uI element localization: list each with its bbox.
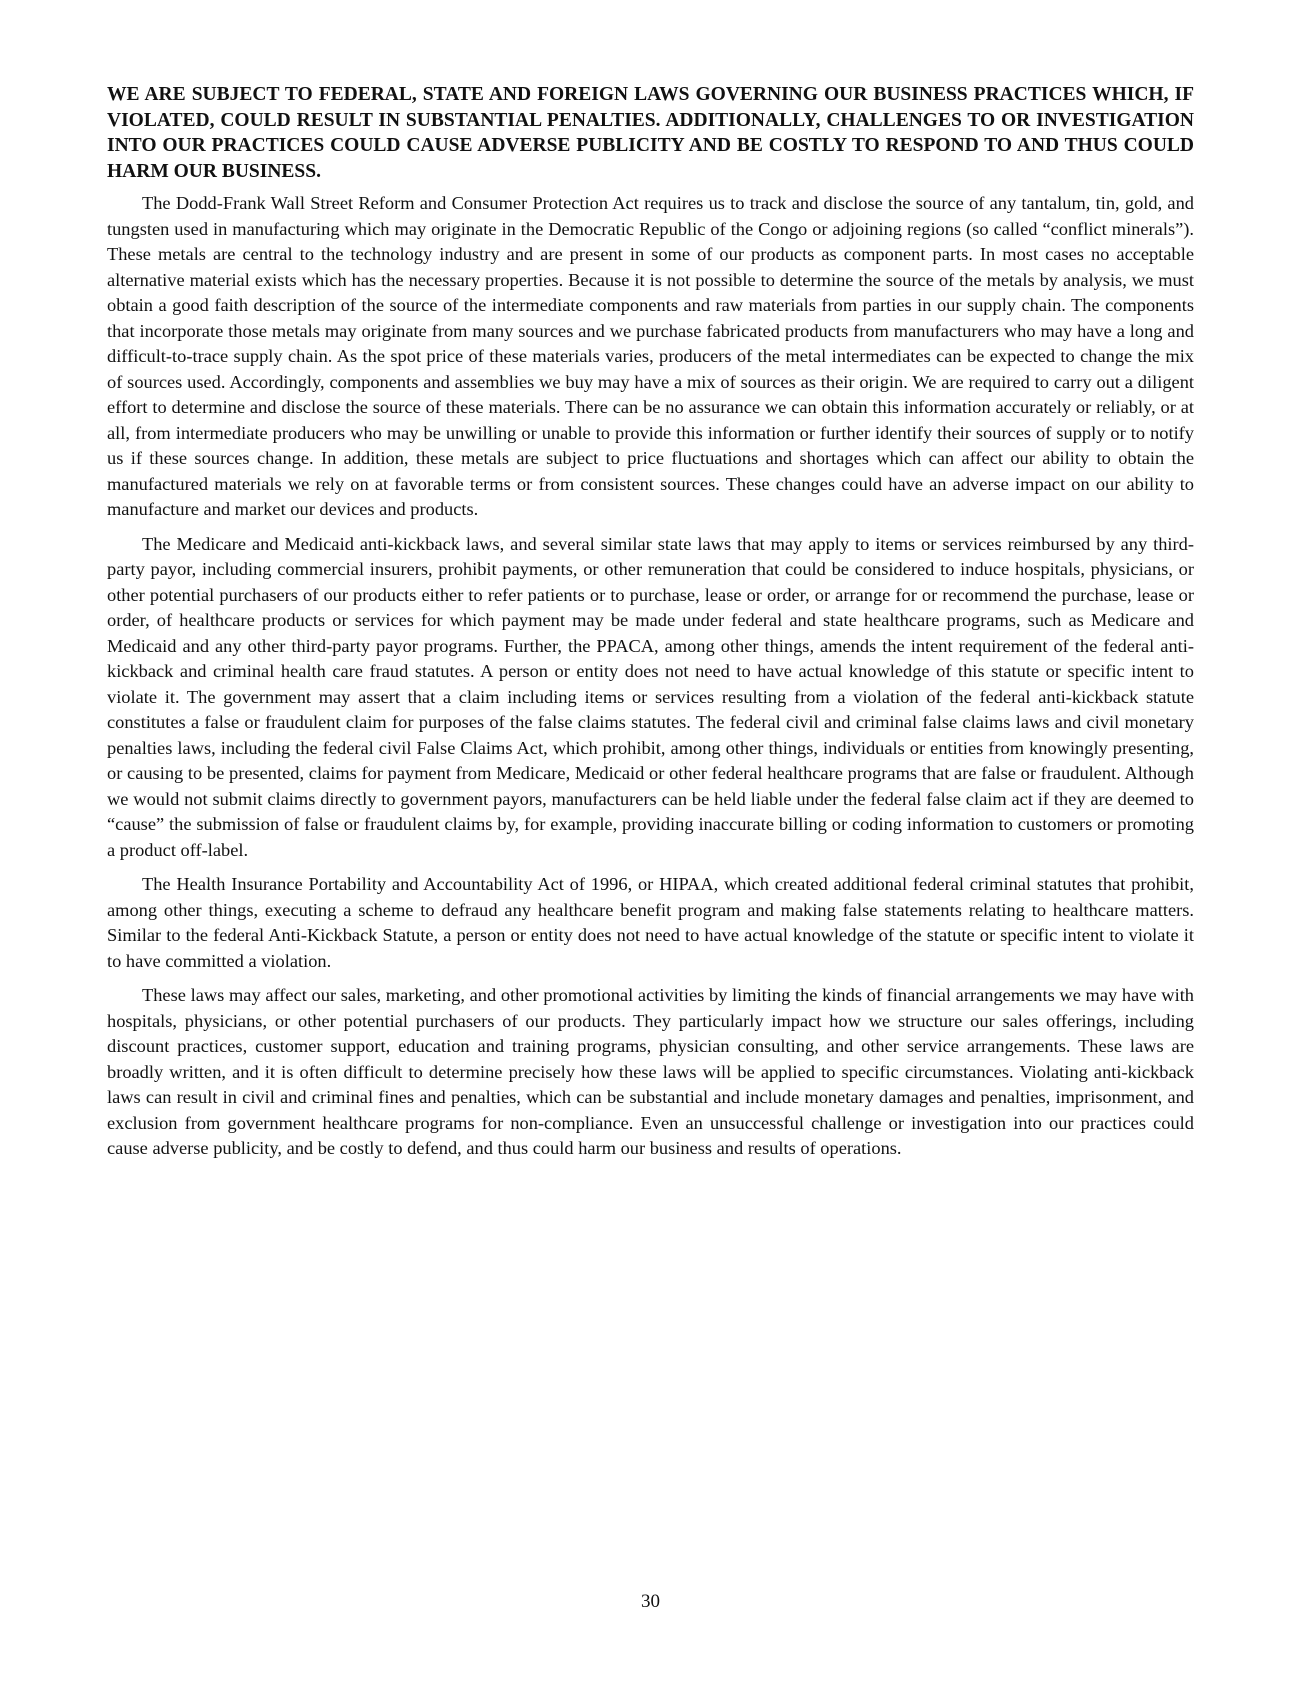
paragraph-hipaa: The Health Insurance Portability and Accountability Act of 1996, or HIPAA, which created additional federal criminal statutes that prohibit, among other things, executing a scheme to defraud any healthcare benefit program and making false statements relating to healthcare matters. Similar to the federal Anti-Kickback Statute, a person or entity does not need to have actual knowledge of the statute or specific intent to violate it to have committed a violation. [107,874,1194,971]
paragraph-sales-impact: These laws may affect our sales, marketing, and other promotional activities by limiting the kinds of financial arrangements we may have with hospitals, physicians, or other potential purchasers of our products. They particularly impact how we structure our sales offerings, including discount practices, customer support, education and training programs, physician consulting, and other service arrangements. These laws are broadly written, and it is often difficult to determine precisely how these laws will be applied to specific circumstances. Violating anti-kickback laws can result in civil and criminal fines and penalties, which can be substantial and include monetary damages and penalties, imprisonment, and exclusion from government healthcare programs for non-compliance. Even an unsuccessful challenge or investigation into our practices could cause adverse publicity, and be costly to defend, and thus could harm our business and results of operations. [107,985,1194,1158]
paragraph-conflict-minerals: The Dodd-Frank Wall Street Reform and Consumer Protection Act requires us to track and disclose the source of any tantalum, tin, gold, and tungsten used in manufacturing which may originate in the Democratic Republic of the Congo or adjoining regions (so called “conflict minerals”). These metals are central to the technology industry and are present in some of our products as component parts. In most cases no acceptable alternative material exists which has the necessary properties. Because it is not possible to determine the source of the metals by analysis, we must obtain a good faith description of the source of the intermediate components and raw materials from parties in our supply chain. The components that incorporate those metals may originate from many sources and we purchase fabricated products from manufacturers who may have a long and difficult-to-trace supply chain. As the spot price of these materials varies, producers of the metal intermediates can be expected to change the mix of sources used. Accordingly, components and assemblies we buy may have a mix of sources as their origin. We are required to carry out a diligent effort to determine and disclose the source of these materials. There can be no assurance we can obtain this information accurately or reliably, or at all, from intermediate producers who may be unwilling or unable to provide this information or further identify their sources of supply or to notify us if these sources change. In addition, these metals are subject to price fluctuations and shortages which can affect our ability to obtain the manufactured materials we rely on at favorable terms or from consistent sources. These changes could have an adverse impact on our ability to manufacture and market our devices and products. [107,193,1194,519]
section-heading: WE ARE SUBJECT TO FEDERAL, STATE AND FOREIGN LAWS GOVERNING OUR BUSINESS PRACTICES WHICH, IF VIOLATED, COULD RESULT IN SUBSTANTIAL PENALTIES. ADDITIONALLY, CHALLENGES TO OR INVESTIGATION INTO OUR PRACTICES COULD CAUSE ADVERSE PUBLICITY AND BE COSTLY TO RESPOND TO AND THUS COULD HARM OUR BUSINESS. [107,84,1194,182]
paragraph-anti-kickback: The Medicare and Medicaid anti-kickback laws, and several similar state laws that may apply to items or services reimbursed by any third-party payor, including commercial insurers, prohibit payments, or other remuneration that could be considered to induce hospitals, physicians, or other potential purchasers of our products either to refer patients or to purchase, lease or order, or arrange for or recommend the purchase, lease or order, of healthcare products or services for which payment may be made under federal and state healthcare programs, such as Medicare and Medicaid and any other third-party payor programs. Further, the PPACA, among other things, amends the intent requirement of the federal anti-kickback and criminal health care fraud statutes. A person or entity does not need to have actual knowledge of this statute or specific intent to violate it. The government may assert that a claim including items or services resulting from a violation of the federal anti-kickback statute constitutes a false or fraudulent claim for purposes of the false claims statutes. The federal civil and criminal false claims laws and civil monetary penalties laws, including the federal civil False Claims Act, which prohibit, among other things, individuals or entities from knowingly presenting, or causing to be presented, claims for payment from Medicare, Medicaid or other federal healthcare programs that are false or fraudulent. Although we would not submit claims directly to government payors, manufacturers can be held liable under the federal false claim act if they are deemed to “cause” the submission of false or fraudulent claims by, for example, providing inaccurate billing or coding information to customers or promoting a product off-label. [107,533,1194,860]
page-number: 30 [641,1591,660,1612]
document-page [107,82,1194,1171]
